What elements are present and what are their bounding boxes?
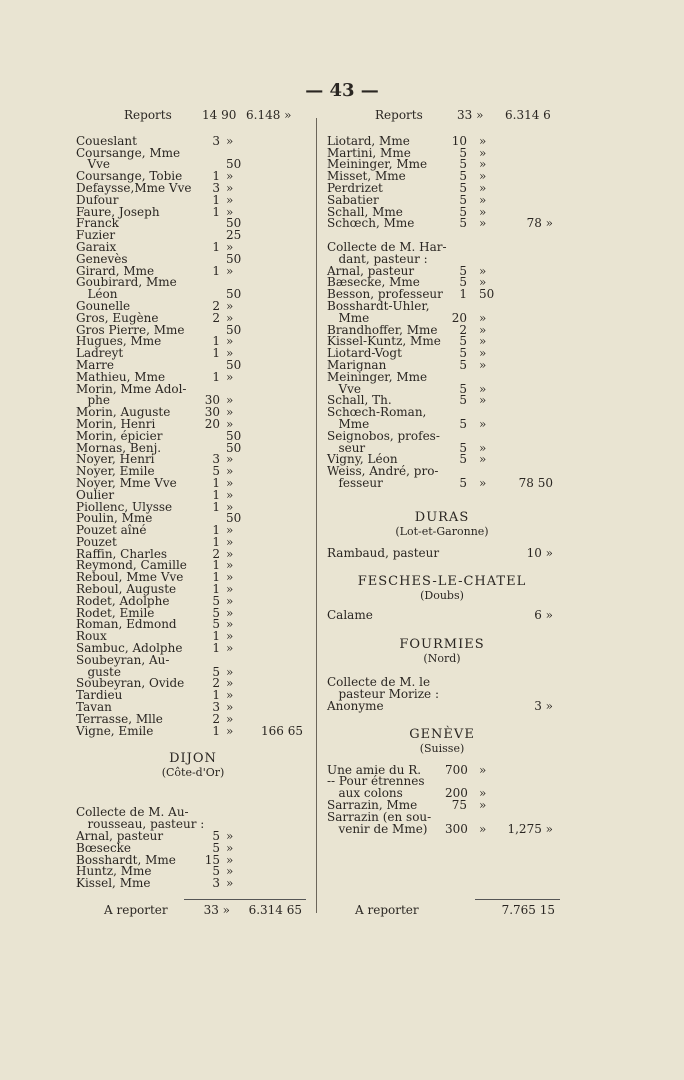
left-entry-cents: » bbox=[226, 723, 234, 738]
left-entry-name: Terrasse, Mlle bbox=[76, 711, 163, 726]
left-entry-amount: 1 bbox=[212, 723, 220, 738]
right-entry-name: Misset, Mme bbox=[327, 169, 406, 184]
dijon-entry-amount: 15 bbox=[204, 852, 220, 867]
right-entry-name: Liotard, Mme bbox=[327, 133, 410, 148]
left-entry-name: Poulin, Mme bbox=[76, 511, 153, 526]
left-entry-name: Fuzier bbox=[76, 228, 116, 243]
left-entry-amount: 20 bbox=[204, 416, 220, 431]
section-subtitle-geneve: (Suisse) bbox=[419, 741, 465, 755]
right-entry-total: 78 50 bbox=[518, 475, 553, 490]
dijon-entry-cents: » bbox=[226, 852, 234, 867]
left-entry-name: Coueslant bbox=[76, 133, 137, 148]
left-entry-amount: 3 bbox=[212, 700, 220, 715]
left-entry-cents: 50 bbox=[226, 357, 242, 372]
right-entry-row bbox=[327, 369, 557, 384]
geneve-entry-name: -- Pour étrennes bbox=[327, 774, 425, 789]
right-entry-cents: » bbox=[479, 192, 487, 207]
section-title-geneve: GENÈVE bbox=[409, 726, 475, 742]
left-entry-amount: 1 bbox=[212, 334, 220, 349]
fourmies-entry-name: Anonyme bbox=[327, 698, 384, 713]
geneve-entry-name: Sarrazin (en sou- bbox=[327, 809, 432, 824]
right-entry-name: Collecte de M. Har- bbox=[327, 239, 447, 254]
right-entry-amount: 5 bbox=[459, 452, 467, 467]
left-entry-name: Reboul, Mme Vve bbox=[76, 570, 184, 585]
left-entry-cents: 50 bbox=[226, 251, 242, 266]
left-entry-amount: 2 bbox=[212, 310, 220, 325]
geneve-entry-total: 1,275 » bbox=[507, 821, 553, 836]
left-column bbox=[76, 110, 310, 890]
left-entry-cents: 50 bbox=[226, 216, 242, 231]
right-entry-name: seur bbox=[327, 440, 366, 455]
left-entry-name: Gros, Eugène bbox=[76, 310, 159, 325]
left-entry-name: Roman, Edmond bbox=[76, 617, 177, 632]
fourmies-intro: Collecte de M. le bbox=[327, 675, 431, 690]
right-entry-cents: » bbox=[479, 346, 487, 361]
left-entry-cents: » bbox=[226, 133, 234, 148]
right-entry-cents: » bbox=[479, 452, 487, 467]
right-entry-name: Seignobos, profes- bbox=[327, 428, 440, 443]
right-entry-name: Bosshardt-Uhler, bbox=[327, 298, 430, 313]
left-entry-name: Vigne, Emile bbox=[76, 723, 154, 738]
left-entry-name: Dufour bbox=[76, 192, 119, 207]
left-entry-cents: » bbox=[226, 558, 234, 573]
right-entry-cents: » bbox=[479, 216, 487, 231]
left-footer-total: 6.314 65 bbox=[248, 903, 302, 917]
right-entry-cents: » bbox=[479, 440, 487, 455]
left-entry-name: Pouzet aîné bbox=[76, 523, 147, 538]
left-entry-cents: » bbox=[226, 180, 234, 195]
right-entry-cents: » bbox=[479, 475, 487, 490]
left-entry-cents: » bbox=[226, 487, 234, 502]
left-entry-amount: 30 bbox=[204, 393, 220, 408]
left-entry-cents: » bbox=[226, 676, 234, 691]
left-entry-amount: 30 bbox=[204, 405, 220, 420]
fesches-entry-total: 6 » bbox=[534, 607, 553, 622]
dijon-entry-amount: 5 bbox=[212, 829, 220, 844]
geneve-entry-name: Une amie du R. bbox=[327, 762, 422, 777]
left-entry-name: Gounelle bbox=[76, 298, 131, 313]
right-entry-name: Schœch-Roman, bbox=[327, 405, 427, 420]
left-entry-name: Rodet, Adolphe bbox=[76, 593, 170, 608]
right-entry-cents: » bbox=[479, 393, 487, 408]
right-entry-amount: 5 bbox=[459, 334, 467, 349]
right-entry-amount: 5 bbox=[459, 440, 467, 455]
left-entry-cents: » bbox=[226, 346, 234, 361]
geneve-entry-cents: » bbox=[479, 786, 487, 801]
dijon-entry-name: Bosshardt, Mme bbox=[76, 852, 176, 867]
left-entry-name: Noyer, Emile bbox=[76, 464, 155, 479]
left-entry-cents: » bbox=[226, 641, 234, 656]
right-entry-amount: 5 bbox=[459, 357, 467, 372]
left-entry-name: Tavan bbox=[76, 700, 112, 715]
left-entry-cents: 50 bbox=[226, 157, 242, 172]
right-entry-amount: 5 bbox=[459, 416, 467, 431]
dijon-entry-name: Arnal, pasteur bbox=[76, 829, 164, 844]
left-footer-rule bbox=[184, 899, 306, 900]
left-entry-amount: 1 bbox=[212, 369, 220, 384]
right-entry-amount: 5 bbox=[459, 169, 467, 184]
right-entry-name: Mme bbox=[327, 310, 370, 325]
duras-entry-name: Rambaud, pasteur bbox=[327, 545, 440, 560]
geneve-entry-cents: » bbox=[479, 821, 487, 836]
right-entry-name: Sabatier bbox=[327, 192, 379, 207]
left-entry-name: Defaysse,Mme Vve bbox=[76, 180, 192, 195]
right-entry-name: Martini, Mme bbox=[327, 145, 411, 160]
left-entry-cents: » bbox=[226, 688, 234, 703]
left-entry-name: phe bbox=[76, 393, 110, 408]
right-entry-amount: 5 bbox=[459, 346, 467, 361]
left-entry-name: Soubeyran, Ovide bbox=[76, 676, 185, 691]
right-entry-amount: 5 bbox=[459, 275, 467, 290]
geneve-entry-name: aux colons bbox=[327, 786, 403, 801]
left-footer-amount: 33 » bbox=[203, 903, 230, 917]
right-footer-total: 7.765 15 bbox=[501, 903, 555, 917]
right-entry-row bbox=[327, 218, 557, 230]
left-entry-cents: » bbox=[226, 239, 234, 254]
right-entry-cents: » bbox=[479, 416, 487, 431]
right-entry-cents: » bbox=[479, 133, 487, 148]
right-entry-amount: 5 bbox=[459, 216, 467, 231]
right-entry-cents: » bbox=[479, 381, 487, 396]
left-entry-name: Marre bbox=[76, 357, 115, 372]
left-entry-name: Rodet, Emile bbox=[76, 605, 155, 620]
left-entry-total: 166 65 bbox=[261, 723, 303, 738]
dijon-entry-amount: 3 bbox=[212, 876, 220, 891]
left-entry-cents: » bbox=[226, 369, 234, 384]
right-entry-cents: » bbox=[479, 310, 487, 325]
left-entry-amount: 1 bbox=[212, 487, 220, 502]
left-entry-cents: » bbox=[226, 593, 234, 608]
left-entry-amount: 1 bbox=[212, 239, 220, 254]
right-entry-amount: 2 bbox=[459, 322, 467, 337]
left-entry-name: Gros Pierre, Mme bbox=[76, 322, 185, 337]
right-entry-amount: 10 bbox=[451, 133, 467, 148]
right-entry-name: dant, pasteur : bbox=[327, 251, 428, 266]
left-entry-name: Sambuc, Adolphe bbox=[76, 641, 183, 656]
left-entry-name: Goubirard, Mme bbox=[76, 275, 177, 290]
dijon-entry-cents: » bbox=[226, 864, 234, 879]
dijon-entry-amount: 5 bbox=[212, 864, 220, 879]
right-entry-amount: 5 bbox=[459, 180, 467, 195]
right-entry-amount: 5 bbox=[459, 204, 467, 219]
left-entry-name: Reymond, Camille bbox=[76, 558, 187, 573]
right-entry-cents: » bbox=[479, 204, 487, 219]
reports-label: Reports bbox=[124, 108, 172, 122]
reports-amount: 33 » bbox=[457, 108, 484, 122]
left-entry-cents: » bbox=[226, 534, 234, 549]
right-entry-amount: 5 bbox=[459, 475, 467, 490]
left-entry-cents: » bbox=[226, 310, 234, 325]
left-entry-name: Hugues, Mme bbox=[76, 334, 162, 349]
right-reports-row bbox=[327, 110, 557, 122]
right-entry-amount: 5 bbox=[459, 393, 467, 408]
duras-entry-row bbox=[327, 545, 557, 560]
fesches-entry-name: Calame bbox=[327, 607, 373, 622]
section-subtitle-fourmies: (Nord) bbox=[423, 652, 461, 666]
geneve-entry-name: Sarrazin, Mme bbox=[327, 798, 418, 813]
left-entry-cents: 50 bbox=[226, 511, 242, 526]
left-reports-row bbox=[76, 110, 310, 122]
right-entry-cents: » bbox=[479, 275, 487, 290]
right-entry-cents: » bbox=[479, 180, 487, 195]
right-footer-label: A reporter bbox=[355, 903, 419, 917]
section-title-fesches: FESCHES-LE-CHATEL bbox=[357, 573, 527, 589]
right-entry-cents: » bbox=[479, 169, 487, 184]
right-entry-row bbox=[327, 475, 557, 490]
section-subtitle-dijon: (Côte-d'Or) bbox=[161, 766, 225, 780]
left-footer-label: A reporter bbox=[104, 903, 168, 917]
left-entry-amount: 1 bbox=[212, 641, 220, 656]
right-entry-name: Besson, professeur bbox=[327, 287, 443, 302]
left-entry-name: Coursange, Tobie bbox=[76, 169, 183, 184]
right-entry-name: Kissel-Kuntz, Mme bbox=[327, 334, 441, 349]
dijon-entry-cents: » bbox=[226, 840, 234, 855]
left-entry-row bbox=[76, 381, 310, 396]
right-entry-name: Perdrizet bbox=[327, 180, 383, 195]
left-entry-name: Girard, Mme bbox=[76, 263, 155, 278]
left-entry-cents: » bbox=[226, 393, 234, 408]
right-entry-cents: » bbox=[479, 322, 487, 337]
left-entry-amount: 1 bbox=[212, 263, 220, 278]
right-entry-name: Mme bbox=[327, 416, 370, 431]
left-entry-amount: 5 bbox=[212, 664, 220, 679]
left-entry-amount: 1 bbox=[212, 534, 220, 549]
right-entry-cents: » bbox=[479, 157, 487, 172]
left-entry-amount: 5 bbox=[212, 593, 220, 608]
left-entry-cents: » bbox=[226, 617, 234, 632]
left-entry-cents: 50 bbox=[226, 287, 242, 302]
right-entry-cents: » bbox=[479, 357, 487, 372]
left-entry-row bbox=[76, 723, 310, 738]
right-entry-name: Vve bbox=[327, 381, 361, 396]
geneve-entry-amount: 300 bbox=[445, 821, 468, 836]
left-entry-name: Roux bbox=[76, 629, 107, 644]
right-entry-name: Brandhoffer, Mme bbox=[327, 322, 438, 337]
right-entry-amount: 5 bbox=[459, 381, 467, 396]
left-entry-cents: » bbox=[226, 464, 234, 479]
left-entry-name: Ladreyt bbox=[76, 346, 124, 361]
left-entry-amount: 3 bbox=[212, 133, 220, 148]
left-entry-amount: 2 bbox=[212, 711, 220, 726]
left-entry-name: Pouzet bbox=[76, 534, 117, 549]
page-number: — 43 — bbox=[305, 80, 379, 101]
right-entry-amount: 5 bbox=[459, 157, 467, 172]
left-entry-name: Garaix bbox=[76, 239, 117, 254]
right-column bbox=[327, 110, 557, 835]
left-entry-cents: » bbox=[226, 169, 234, 184]
left-entry-amount: 1 bbox=[212, 169, 220, 184]
reports-total: 6.314 6 bbox=[505, 108, 551, 122]
right-entry-amount: 20 bbox=[451, 310, 467, 325]
left-entry-cents: » bbox=[226, 605, 234, 620]
left-entry-name: Raffin, Charles bbox=[76, 546, 168, 561]
left-entry-cents: » bbox=[226, 546, 234, 561]
left-entry-name: Oulier bbox=[76, 487, 115, 502]
dijon-entry-cents: » bbox=[226, 829, 234, 844]
geneve-entry-row bbox=[327, 821, 557, 836]
left-entry-amount: 1 bbox=[212, 523, 220, 538]
left-entry-amount: 5 bbox=[212, 464, 220, 479]
dijon-intro: Collecte de M. Au- bbox=[76, 805, 189, 820]
left-entry-name: Franck bbox=[76, 216, 119, 231]
left-entry-cents: » bbox=[226, 416, 234, 431]
left-entry-cents: » bbox=[226, 263, 234, 278]
right-entry-name: Arnal, pasteur bbox=[327, 263, 415, 278]
left-entry-name: guste bbox=[76, 664, 121, 679]
left-entry-cents: » bbox=[226, 204, 234, 219]
left-entry-amount: 5 bbox=[212, 617, 220, 632]
left-entry-name: Soubeyran, Au- bbox=[76, 652, 170, 667]
left-entry-cents: » bbox=[226, 582, 234, 597]
column-divider bbox=[316, 118, 317, 913]
geneve-entry-amount: 700 bbox=[445, 762, 468, 777]
left-entry-cents: 50 bbox=[226, 322, 242, 337]
left-entry-cents: » bbox=[226, 711, 234, 726]
fesches-entry-row bbox=[327, 607, 557, 622]
dijon-entry-name: Huntz, Mme bbox=[76, 864, 152, 879]
left-entry-name: Tardieu bbox=[76, 688, 123, 703]
right-entry-total: 78 » bbox=[526, 216, 553, 231]
right-entry-cents: » bbox=[479, 145, 487, 160]
section-title-duras: DURAS bbox=[414, 509, 470, 525]
right-entry-amount: 1 bbox=[459, 287, 467, 302]
left-entry-amount: 1 bbox=[212, 346, 220, 361]
right-entry-name: Schall, Th. bbox=[327, 393, 392, 408]
left-entry-cents: » bbox=[226, 664, 234, 679]
right-entry-cents: » bbox=[479, 263, 487, 278]
left-entry-name: Coursange, Mme bbox=[76, 145, 181, 160]
reports-total: 6.148 » bbox=[246, 108, 292, 122]
dijon-intro: rousseau, pasteur : bbox=[76, 817, 205, 832]
left-entry-name: Morin, Mme Adol- bbox=[76, 381, 187, 396]
left-entry-cents: » bbox=[226, 700, 234, 715]
left-entry-cents: » bbox=[226, 499, 234, 514]
left-entry-name: Vve bbox=[76, 157, 110, 172]
left-entry-cents: » bbox=[226, 452, 234, 467]
dijon-entry-cents: » bbox=[226, 876, 234, 891]
left-entry-row bbox=[76, 145, 310, 160]
dijon-entry-name: Kissel, Mme bbox=[76, 876, 151, 891]
section-subtitle-fesches: (Doubs) bbox=[420, 588, 464, 602]
left-entry-name: Piollenc, Ulysse bbox=[76, 499, 173, 514]
left-entry-name: Noyer, Henri bbox=[76, 452, 155, 467]
left-entry-name: Reboul, Auguste bbox=[76, 582, 177, 597]
left-entry-cents: » bbox=[226, 334, 234, 349]
left-entry-amount: 1 bbox=[212, 570, 220, 585]
right-entry-name: Liotard-Vogt bbox=[327, 346, 402, 361]
left-entry-amount: 1 bbox=[212, 475, 220, 490]
left-entry-amount: 3 bbox=[212, 180, 220, 195]
geneve-entry-cents: » bbox=[479, 798, 487, 813]
fourmies-intro: pasteur Morize : bbox=[327, 687, 440, 702]
left-entry-name: Faure, Joseph bbox=[76, 204, 160, 219]
dijon-entry-row bbox=[76, 878, 310, 890]
left-entry-name: Genevès bbox=[76, 251, 128, 266]
right-entry-amount: 5 bbox=[459, 192, 467, 207]
left-entry-amount: 3 bbox=[212, 452, 220, 467]
right-entry-cents: » bbox=[479, 334, 487, 349]
right-entry-amount: 5 bbox=[459, 263, 467, 278]
left-entry-cents: » bbox=[226, 475, 234, 490]
dijon-entry-name: Bœsecke bbox=[76, 840, 132, 855]
right-entry-name: Bæsecke, Mme bbox=[327, 275, 420, 290]
duras-entry-total: 10 » bbox=[526, 545, 553, 560]
left-entry-amount: 2 bbox=[212, 546, 220, 561]
geneve-entry-amount: 75 bbox=[451, 798, 467, 813]
left-entry-amount: 1 bbox=[212, 204, 220, 219]
left-entry-cents: » bbox=[226, 192, 234, 207]
left-entry-amount: 1 bbox=[212, 582, 220, 597]
left-entry-cents: » bbox=[226, 405, 234, 420]
left-entry-cents: 50 bbox=[226, 428, 242, 443]
left-entry-amount: 2 bbox=[212, 676, 220, 691]
left-entry-name: Mathieu, Mme bbox=[76, 369, 166, 384]
left-entry-cents: » bbox=[226, 523, 234, 538]
right-entry-name: Weiss, André, pro- bbox=[327, 464, 439, 479]
left-entry-name: Noyer, Mme Vve bbox=[76, 475, 177, 490]
geneve-entry-amount: 200 bbox=[445, 786, 468, 801]
left-entry-name: Mornas, Benj. bbox=[76, 440, 162, 455]
geneve-entry-cents: » bbox=[479, 762, 487, 777]
left-entry-cents: 25 bbox=[226, 228, 242, 243]
left-entry-name: Morin, Henri bbox=[76, 416, 156, 431]
left-entry-amount: 1 bbox=[212, 688, 220, 703]
left-entry-row bbox=[76, 619, 310, 631]
right-entry-name: fesseur bbox=[327, 475, 383, 490]
right-entry-name: Vigny, Léon bbox=[327, 452, 398, 467]
left-entry-amount: 2 bbox=[212, 298, 220, 313]
right-entry-amount: 5 bbox=[459, 145, 467, 160]
fourmies-entry-row bbox=[327, 698, 557, 713]
left-entry-name: Morin, Auguste bbox=[76, 405, 171, 420]
left-entry-cents: » bbox=[226, 570, 234, 585]
reports-amount: 14 90 bbox=[202, 108, 237, 122]
left-entry-cents: 50 bbox=[226, 440, 242, 455]
left-entry-amount: 1 bbox=[212, 192, 220, 207]
section-title-fourmies: FOURMIES bbox=[399, 637, 485, 653]
reports-label: Reports bbox=[375, 108, 423, 122]
left-entry-amount: 5 bbox=[212, 605, 220, 620]
left-entry-name: Léon bbox=[76, 287, 118, 302]
dijon-entry-amount: 5 bbox=[212, 840, 220, 855]
geneve-entry-name: venir de Mme) bbox=[327, 821, 428, 836]
right-entry-name: Schœch, Mme bbox=[327, 216, 415, 231]
section-title-dijon: DIJON bbox=[169, 751, 217, 767]
section-subtitle-duras: (Lot-et-Garonne) bbox=[395, 524, 489, 538]
left-entry-amount: 1 bbox=[212, 499, 220, 514]
fourmies-entry-total: 3 » bbox=[534, 698, 553, 713]
right-footer-rule bbox=[475, 899, 560, 900]
right-entry-name: Meininger, Mme bbox=[327, 157, 428, 172]
left-entry-amount: 1 bbox=[212, 629, 220, 644]
left-entry-cents: » bbox=[226, 629, 234, 644]
right-entry-name: Meininger, Mme bbox=[327, 369, 428, 384]
left-entry-amount: 1 bbox=[212, 558, 220, 573]
right-entry-name: Marignan bbox=[327, 357, 387, 372]
right-entry-name: Schall, Mme bbox=[327, 204, 403, 219]
left-entry-cents: » bbox=[226, 298, 234, 313]
left-entry-name: Morin, épicier bbox=[76, 428, 163, 443]
right-entry-cents: 50 bbox=[479, 287, 495, 302]
